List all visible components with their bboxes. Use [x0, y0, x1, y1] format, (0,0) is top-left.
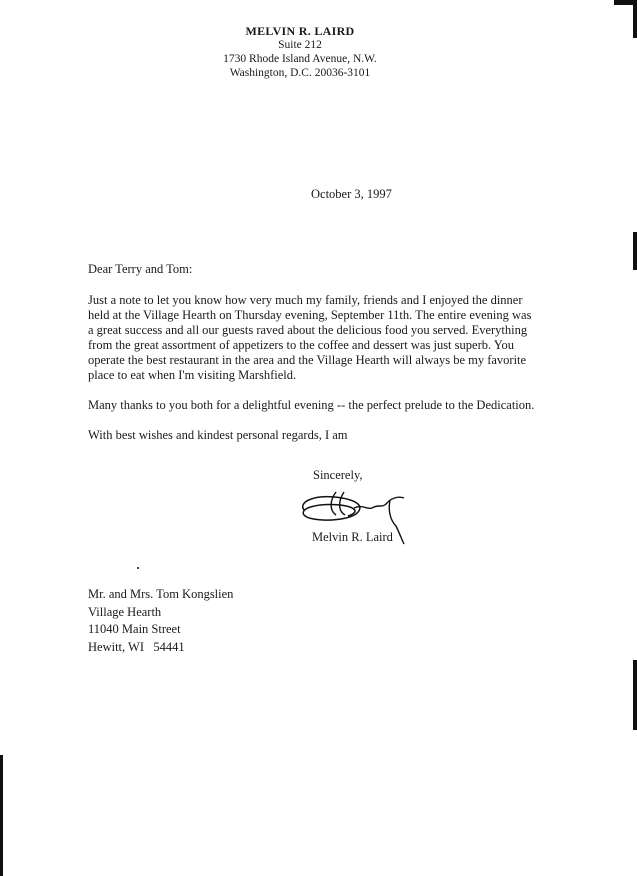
recipient-address: [88, 586, 233, 656]
scan-edge-right-1: [633, 0, 637, 38]
salutation: Dear Terry and Tom:: [88, 262, 193, 276]
letter-body: [88, 262, 540, 458]
scan-speck: [137, 567, 139, 569]
recipient-line-2: Village Hearth: [88, 604, 162, 619]
closing: Sincerely,: [313, 468, 363, 482]
recipient-line-1: Mr. and Mrs. Tom Kongslien: [88, 587, 234, 601]
letterhead: [150, 24, 450, 80]
letterhead-street: 1730 Rhode Island Avenue, N.W.: [223, 53, 377, 65]
scan-edge-right-3: [633, 660, 637, 730]
paragraph-3: With best wishes and kindest personal regards, I am: [88, 428, 348, 442]
letterhead-name: MELVIN R. LAIRD: [245, 24, 355, 38]
recipient-line-3: 11040 Main Street: [88, 622, 181, 636]
recipient-line-4: Hewitt, WI 54441: [88, 639, 185, 654]
letter-date: October 3, 1997: [311, 187, 392, 201]
paragraph-2: Many thanks to you both for a delightful evening -- the perfect prelude to the Dedication.: [88, 398, 535, 412]
signature-name: Melvin R. Laird: [312, 530, 393, 544]
letterhead-suite: Suite 212: [278, 39, 322, 51]
letterhead-city: Washington, D.C. 20036-3101: [229, 67, 371, 79]
paragraph-1: Just a note to let you know how very much my family, friends and I enjoyed the dinner held at the Village Hearth on Thursday evening, September 11th. The entire evening was a great success and all our guests raved about the delicious food you served. Everything from the great assortment of appetizers to the coffee and dessert was just superb. You operate the best restaurant in the area and the Village Hearth will always be my favorite place to eat when I'm visiting Marshfield.: [88, 293, 532, 382]
scan-edge-left: [0, 755, 3, 876]
scan-edge-right-2: [633, 232, 637, 270]
